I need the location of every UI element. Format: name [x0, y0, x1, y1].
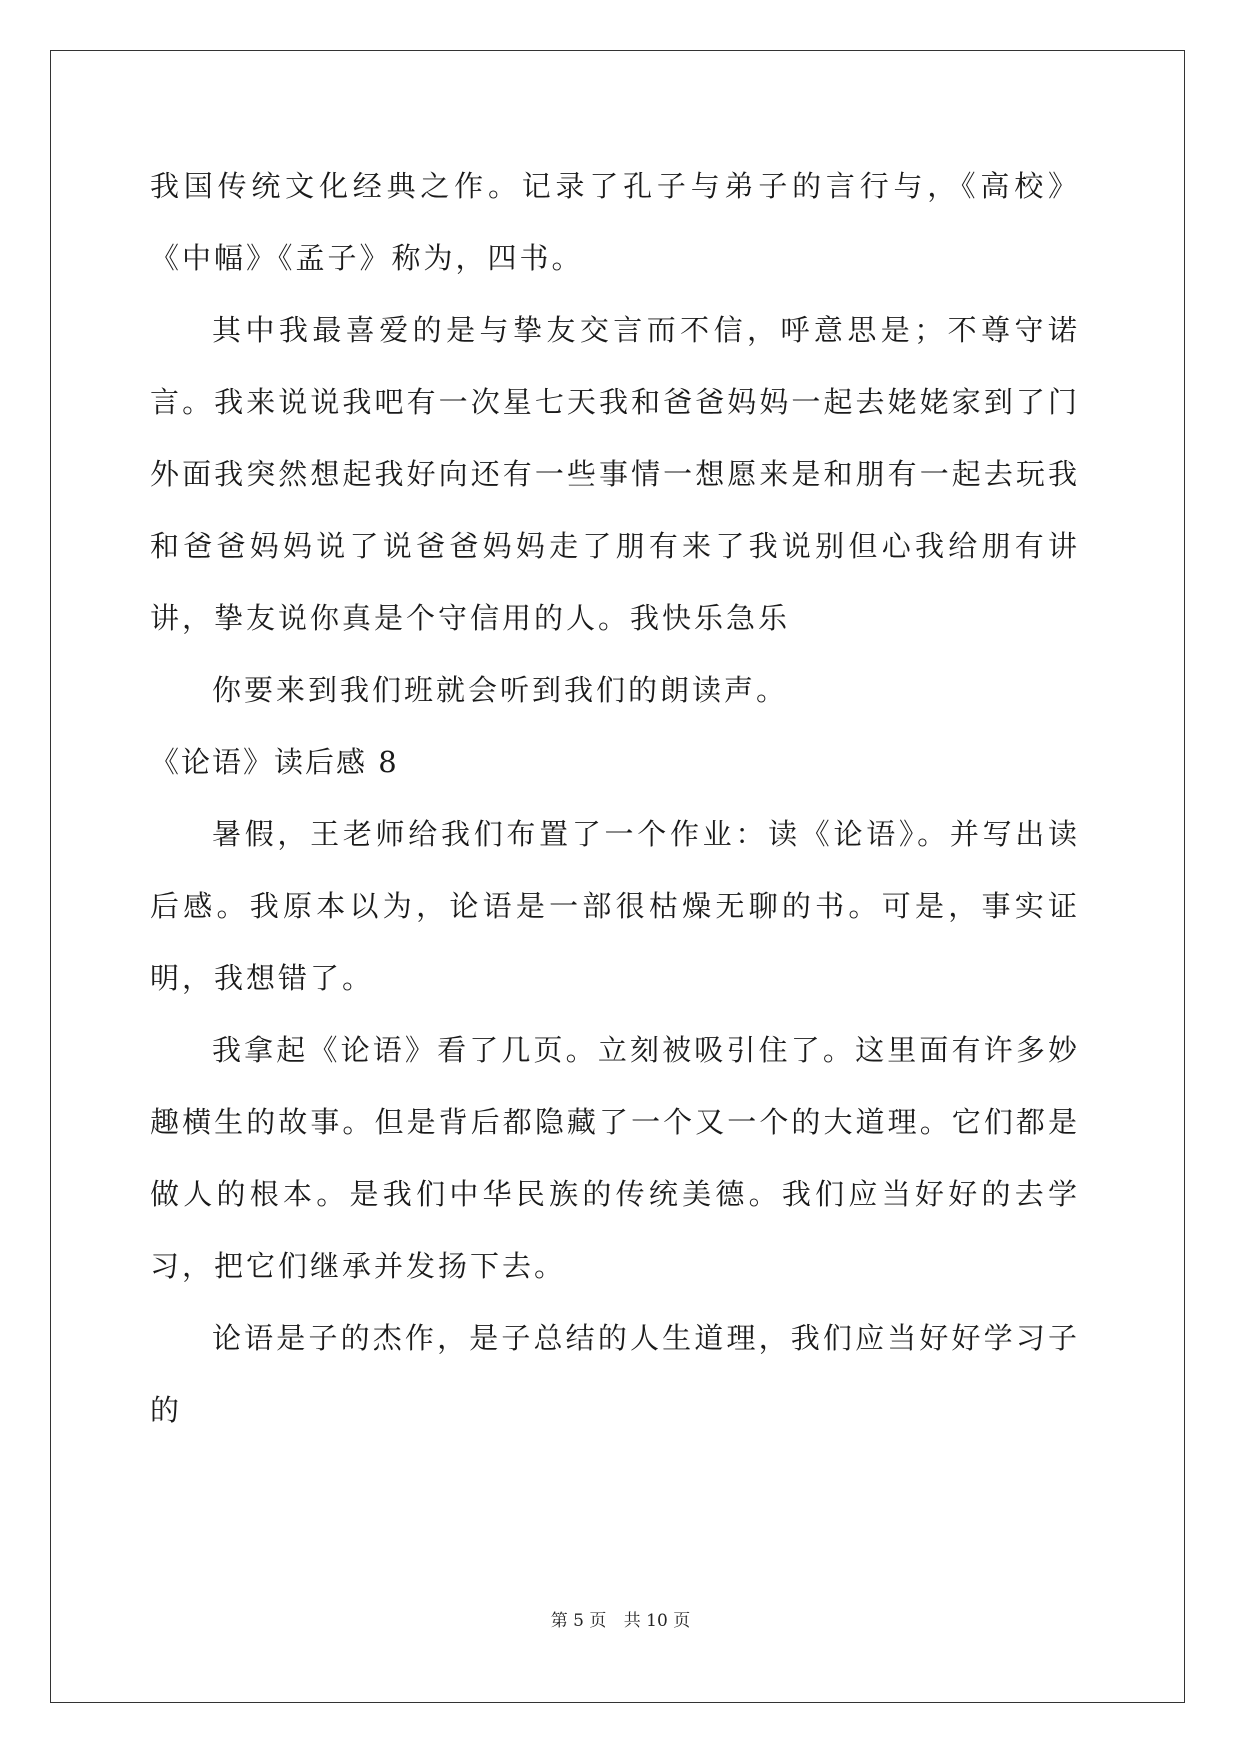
page-footer: [0, 1606, 1241, 1631]
document-body: [150, 150, 1080, 1446]
section-heading: 《论语》读后感 8: [150, 745, 399, 779]
page-number: 第 5 页: [550, 1611, 607, 1631]
paragraph: 我拿起《论语》看了几页。立刻被吸引住了。这里面有许多妙趣横生的故事。但是背后都隐藏了一个又一个的大道理。它们都是做人的根本。是我们中华民族的传统美德。我们应当好好的去学习，把它们继承并发扬下去。: [150, 1033, 1080, 1283]
paragraph: 其中我最喜爱的是与挚友交言而不信，呼意思是；不尊守诺言。我来说说我吧有一次星七天我和爸爸妈妈一起去姥姥家到了门外面我突然想起我好向还有一些事情一想愿来是和朋有一起去玩我和爸爸妈妈说了说爸爸妈妈走了朋有来了我说别但心我给朋有讲讲，挚友说你真是个守信用的人。我快乐急乐: [150, 313, 1080, 635]
paragraph: 论语是子的杰作，是子总结的人生道理，我们应当好好学习子的: [150, 1321, 1080, 1427]
paragraph: 你要来到我们班就会听到我们的朗读声。: [212, 673, 789, 707]
paragraph: 我国传统文化经典之作。记录了孔子与弟子的言行与，《高校》《中幅》《孟子》称为，四书。: [150, 169, 1080, 275]
paragraph: 暑假，王老师给我们布置了一个作业：读《论语》。并写出读后感。我原本以为，论语是一部很枯燥无聊的书。可是，事实证明，我想错了。: [150, 817, 1080, 995]
page-total: 共 10 页: [623, 1611, 691, 1631]
